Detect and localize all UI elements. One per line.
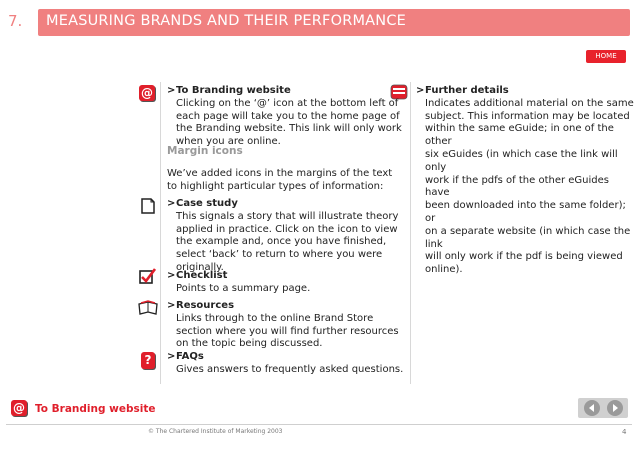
intro-line: We’ve added icons in the margins of the text	[167, 168, 393, 179]
next-page-button[interactable]	[607, 400, 623, 416]
branding-line: the Branding website. This link will only work	[176, 123, 402, 135]
checklist-entry	[167, 270, 405, 296]
at-icon[interactable]: @	[141, 86, 153, 100]
faq-icon[interactable]: ?	[141, 352, 155, 369]
footer-at-icon[interactable]: @	[13, 401, 25, 415]
case-study-heading: Case study	[176, 198, 238, 209]
bullet-marker: >	[416, 85, 425, 96]
bullet-marker: >	[167, 300, 176, 311]
branding-heading: To Branding website	[176, 85, 291, 96]
resources-entry	[167, 300, 405, 351]
case-study-entry	[167, 198, 405, 275]
page-title: MEASURING BRANDS AND THEIR PERFORMANCE	[46, 13, 407, 29]
arrow-right-icon	[607, 400, 623, 416]
further-details-line: been downloaded into the same folder); or	[425, 200, 626, 224]
further-details-line: will only work if the pdf is being viewed	[425, 251, 623, 263]
previous-page-button[interactable]	[584, 400, 600, 416]
checklist-heading: Checklist	[176, 270, 228, 281]
branding-website-link[interactable]: To Branding website	[35, 403, 156, 415]
copyright-text: © The Chartered Institute of Marketing 2003	[148, 428, 283, 435]
arrow-left-icon	[584, 400, 600, 416]
case-study-line: the example and, once you have finished,	[176, 236, 387, 248]
footer-divider	[6, 424, 632, 425]
branding-line: Clicking on the ‘@’ icon at the bottom left of	[176, 97, 399, 109]
column-divider-right	[410, 82, 411, 384]
resources-line: section where you will find further resources	[176, 325, 399, 337]
case-study-line: originally.	[176, 261, 224, 273]
page-number: 4	[622, 428, 627, 436]
case-study-icon[interactable]	[141, 198, 155, 218]
further-details-line: six eGuides (in which case the link will only	[425, 148, 618, 173]
faqs-heading: FAQs	[176, 351, 204, 362]
further-details-line: Indicates additional material on the same	[425, 97, 634, 109]
case-study-line: applied in practice. Click on the icon to view	[176, 223, 398, 235]
case-study-line: This signals a story that will illustrate theory	[176, 210, 399, 222]
further-details-line: within the same eGuide; in one of the other	[425, 123, 614, 148]
branding-line: when you are online.	[176, 136, 281, 148]
further-details-line: on a separate website (in which case the link	[425, 225, 631, 250]
resources-line: Links through to the online Brand Store	[176, 312, 374, 324]
case-study-line: select ‘back’ to return to where you were	[176, 249, 383, 261]
bullet-marker: >	[167, 198, 176, 209]
further-details-line: work if the pdfs of the other eGuides have	[425, 174, 610, 199]
resources-icon[interactable]	[137, 300, 159, 320]
further-details-line: subject. This information may be located	[425, 110, 630, 122]
bullet-marker: >	[167, 351, 176, 362]
further-details-entry	[416, 85, 634, 277]
bullet-marker: >	[167, 270, 176, 281]
intro-line: to highlight particular types of information:	[167, 180, 384, 192]
branding-entry	[167, 85, 405, 149]
branding-line: each page will take you to the home page of	[176, 110, 400, 122]
checklist-line: Points to a summary page.	[176, 282, 311, 294]
section-number: 7.	[8, 12, 23, 30]
faqs-entry	[167, 351, 405, 377]
margin-icons-intro	[167, 168, 405, 194]
header-band	[38, 9, 630, 36]
home-button[interactable]: HOME	[586, 50, 626, 63]
further-details-line: online).	[425, 264, 463, 276]
resources-line: on the topic being discussed.	[176, 338, 323, 350]
faqs-line: Gives answers to frequently asked questions.	[176, 363, 404, 375]
bullet-marker: >	[167, 85, 176, 96]
further-details-heading: Further details	[425, 85, 509, 96]
margin-icons-heading: Margin icons	[167, 145, 243, 157]
column-divider-left	[160, 82, 161, 384]
resources-heading: Resources	[176, 300, 235, 311]
checklist-icon[interactable]	[139, 268, 156, 289]
page-nav	[578, 398, 628, 418]
